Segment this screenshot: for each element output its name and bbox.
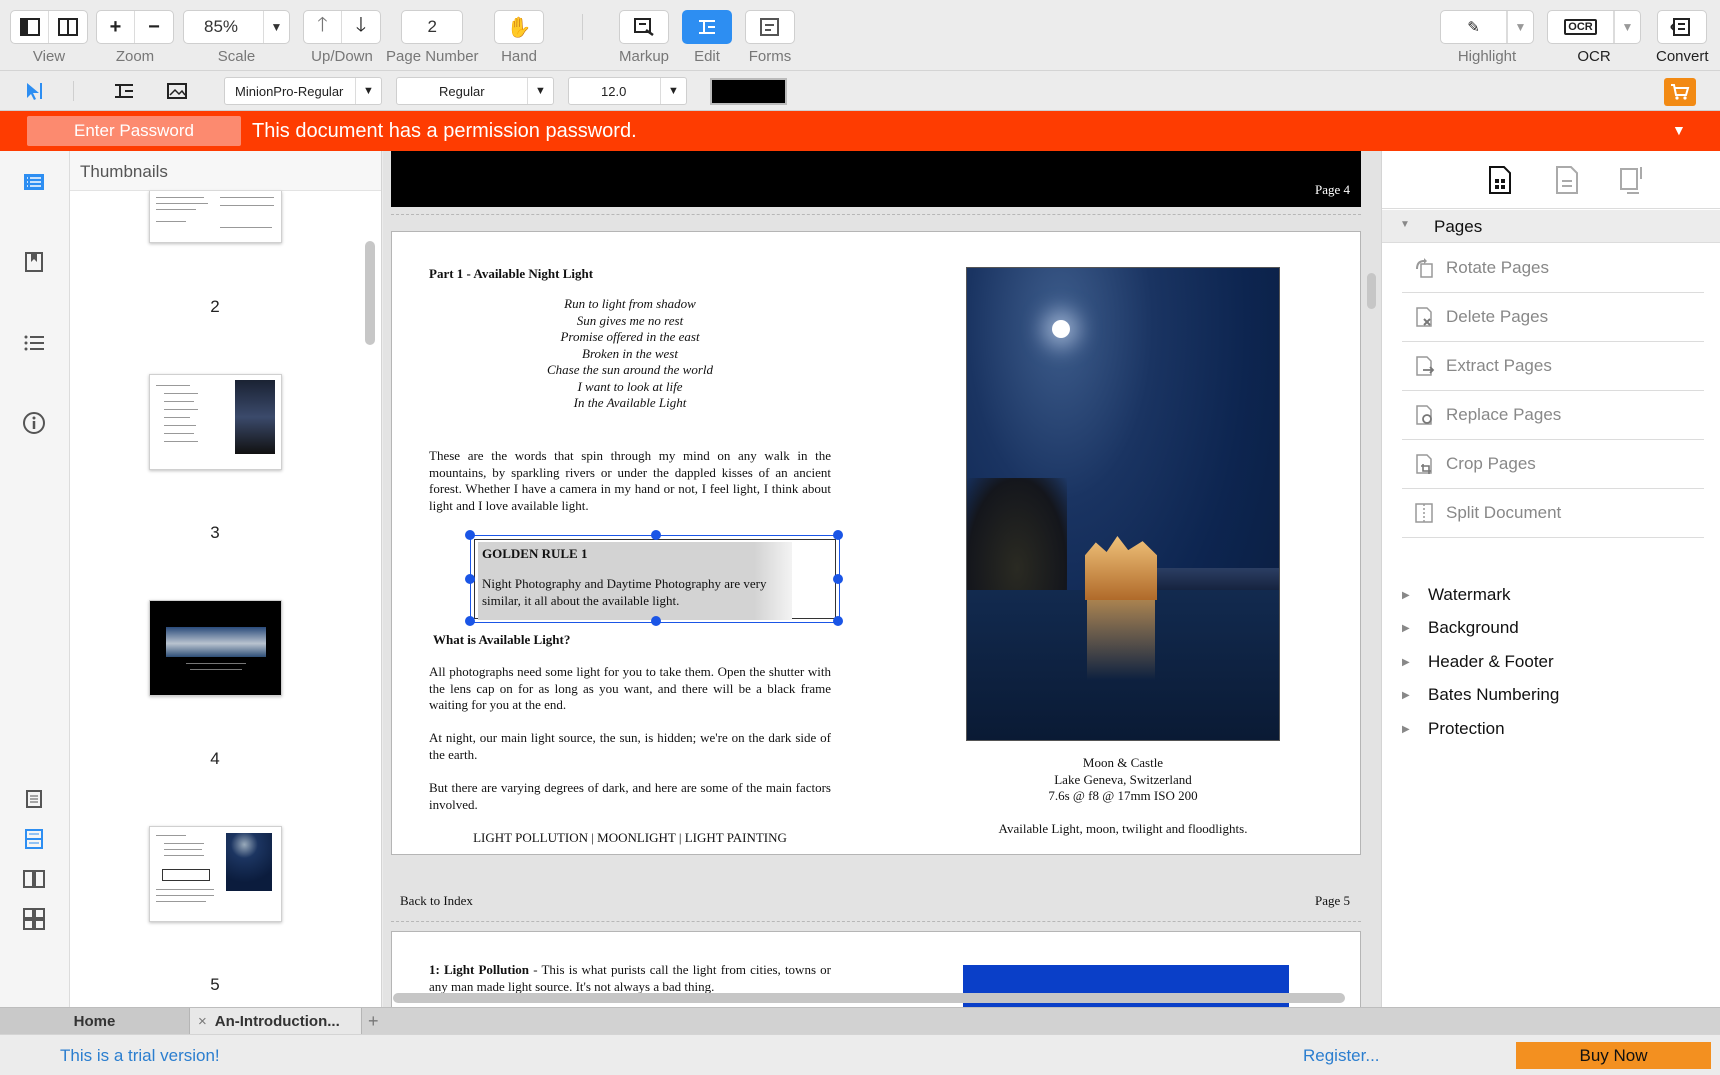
bates-numbering-group[interactable] <box>1402 680 1559 710</box>
item-label: Split Document <box>1446 503 1562 522</box>
tab-layout-tools[interactable] <box>1618 163 1648 197</box>
convert-button[interactable] <box>1657 10 1707 44</box>
thumbnails-title: Thumbnails <box>70 151 382 191</box>
thumbnail-label: 5 <box>210 975 220 994</box>
arrow-down-icon: 🡓 <box>355 14 367 36</box>
poem-line: Run to light from shadow <box>564 296 696 311</box>
toolbar-divider <box>582 14 583 40</box>
main-toolbar <box>0 0 1720 71</box>
caption-place: Lake Geneva, Switzerland <box>1054 771 1192 787</box>
rotate-pages-button[interactable] <box>1402 244 1704 293</box>
updown-label: Up/Down <box>311 48 373 65</box>
font-size-select[interactable] <box>568 77 687 105</box>
item-label: Delete Pages <box>1446 307 1549 326</box>
text-box-selection[interactable] <box>470 535 840 623</box>
page-number-input[interactable]: 2 <box>401 10 463 44</box>
caption-title: Moon & Castle <box>1082 755 1164 770</box>
poem-line: Sun gives me no rest <box>576 312 684 328</box>
markup-button[interactable] <box>619 10 669 44</box>
paragraph: At night, our main light source, the sun, is hidden; we're on the dark side of the earth. <box>429 730 831 762</box>
section-heading: Part 1 - Available Night Light <box>429 266 594 281</box>
zoom-out-button[interactable] <box>135 11 173 43</box>
item-label: Crop Pages <box>1446 454 1536 473</box>
thumbnail-label: 4 <box>210 749 220 768</box>
view-group <box>10 10 88 65</box>
page-tools-icon <box>1488 165 1512 195</box>
convert-group <box>1656 10 1709 65</box>
forms-button[interactable] <box>745 10 795 44</box>
bookmarks-panel-button[interactable] <box>20 248 48 276</box>
split-icon <box>1413 502 1435 524</box>
chevron-down-icon: ▼ <box>527 78 553 104</box>
resize-handle[interactable] <box>651 616 661 626</box>
item-label: Extract Pages <box>1446 356 1552 375</box>
page-separator <box>391 921 1361 922</box>
hand-tool-button[interactable] <box>494 10 544 44</box>
highlight-label: Highlight <box>1457 48 1517 65</box>
thumbnails-panel-button[interactable] <box>20 168 48 196</box>
chevron-down-icon: ▼ <box>355 78 381 104</box>
replace-icon <box>1413 404 1435 426</box>
edit-text-icon <box>696 17 718 37</box>
outline-panel-button[interactable] <box>20 329 48 357</box>
image-icon <box>166 82 188 100</box>
triangle-right-icon: ▶ <box>1402 689 1410 701</box>
horizontal-scrollbar[interactable] <box>393 993 1345 1003</box>
paragraph: All photographs need some light for you to take them. Open the shutter with the lens cap on for as long as you want, and there will be a black frame waiting for you at the end. <box>429 664 831 712</box>
tab-document-tools[interactable] <box>1552 163 1582 197</box>
zoom-in-button[interactable] <box>97 11 135 43</box>
markup-label: Markup <box>619 48 670 65</box>
item-label: Replace Pages <box>1446 405 1562 424</box>
header-footer-group[interactable] <box>1402 647 1554 677</box>
tab-document[interactable] <box>190 1008 362 1035</box>
convert-icon <box>1670 16 1694 38</box>
format-divider <box>73 81 74 101</box>
document-page-5 <box>391 231 1361 908</box>
right-panel-tabs <box>1382 151 1720 209</box>
font-size-value: 12.0 <box>601 83 627 99</box>
extract-icon <box>1413 355 1435 377</box>
triangle-right-icon: ▶ <box>1402 656 1410 668</box>
triangle-down-icon: ▼ <box>1400 219 1410 230</box>
triangle-right-icon: ▶ <box>1402 622 1410 634</box>
permission-alert-bar <box>0 111 1720 151</box>
poem-line: Promise offered in the east <box>560 329 700 344</box>
background-group[interactable] <box>1402 613 1519 643</box>
document-tab-strip <box>0 1007 1720 1034</box>
highlight-group <box>1440 10 1534 65</box>
thumbnail-page-5[interactable] <box>149 826 282 922</box>
page-layout-icon <box>1619 165 1647 195</box>
two-page-icon <box>23 869 45 889</box>
thumbnail-label: 3 <box>210 523 220 542</box>
hand-icon: ✋ <box>506 16 532 39</box>
poem <box>429 296 831 412</box>
resize-handle[interactable] <box>651 530 661 540</box>
plus-icon: + <box>109 15 122 38</box>
edit-group <box>682 10 732 65</box>
extract-pages-button[interactable] <box>1402 342 1704 391</box>
two-page-continuous-button[interactable] <box>20 905 48 933</box>
zoom-label: Zoom <box>115 48 155 65</box>
hand-label: Hand <box>501 48 537 65</box>
scale-group <box>183 10 290 65</box>
trial-bar <box>0 1034 1720 1075</box>
crop-pages-button[interactable] <box>1402 440 1704 489</box>
text-mode-icon <box>113 81 135 101</box>
lead-text: - This is what purists call the light from cities, towns or any man made light source. It's not always a bad thing. <box>429 962 831 994</box>
resize-handle[interactable] <box>833 616 843 626</box>
info-panel-button[interactable] <box>20 409 48 437</box>
text-edit-mode-button[interactable] <box>113 77 135 105</box>
protection-group[interactable] <box>1402 714 1505 744</box>
thumbnails-scrollbar[interactable] <box>365 241 375 345</box>
bookmark-icon <box>24 251 44 273</box>
castle <box>1085 536 1157 600</box>
font-style-select[interactable] <box>396 77 554 105</box>
triangle-right-icon: ▶ <box>1402 723 1410 735</box>
left-icon-rail <box>0 151 70 1007</box>
select-tool-button[interactable] <box>24 77 44 105</box>
hand-group <box>494 10 544 65</box>
resize-handle[interactable] <box>465 530 475 540</box>
resize-handle[interactable] <box>833 530 843 540</box>
section-title: Pages <box>1434 217 1483 236</box>
right-tools-panel <box>1381 151 1720 1007</box>
two-page-continuous-icon <box>23 908 45 930</box>
scale-select[interactable] <box>183 10 290 44</box>
poem-line: Chase the sun around the world <box>547 362 713 377</box>
single-view-button[interactable] <box>11 11 49 43</box>
back-to-index-link[interactable]: Back to Index <box>400 893 473 908</box>
cursor-icon <box>24 81 44 101</box>
mountains <box>1157 568 1280 590</box>
question-heading: What is Available Light? <box>433 632 571 647</box>
continuous-layout-button[interactable] <box>20 825 48 853</box>
cart-icon <box>1670 83 1690 101</box>
intro-paragraph: These are the words that spin through my mind on any walk in the mountains, by sparkling rivers or under the dappled kisses of an ancient forest. Whether I have a camera in my hand or not, I feel light, I think about light and I love available light. <box>429 448 831 513</box>
photo-caption <box>966 755 1280 837</box>
format-bar <box>0 71 1720 111</box>
tab-page-tools[interactable] <box>1485 163 1515 197</box>
thumbnail-label: 2 <box>210 297 220 316</box>
page-up-button[interactable] <box>304 11 342 43</box>
text-color-swatch[interactable] <box>710 78 787 105</box>
moon <box>1052 320 1070 338</box>
convert-label: Convert <box>1656 48 1709 65</box>
crop-icon <box>1413 453 1435 475</box>
close-tab-icon[interactable]: × <box>198 1013 207 1030</box>
page-number-label: Page 5 <box>1314 893 1350 908</box>
document-icon <box>1555 165 1579 195</box>
alert-message: This document has a permission password. <box>252 120 637 142</box>
tab-label: An-Introduction... <box>214 1013 340 1030</box>
ocr-icon: OCR <box>1564 19 1596 35</box>
scale-value: 85% <box>204 17 239 36</box>
forms-group <box>745 10 795 65</box>
zoom-group <box>96 10 174 65</box>
store-button[interactable] <box>1664 78 1696 106</box>
paragraph: But there are varying degrees of dark, and here are some of the main factors involved. <box>429 780 831 812</box>
add-tab-button[interactable]: + <box>368 1011 379 1031</box>
page-number-group <box>386 10 479 65</box>
vertical-scrollbar[interactable] <box>1367 273 1376 309</box>
delete-pages-button[interactable] <box>1402 293 1704 342</box>
thumbnails-icon <box>23 172 45 192</box>
thumbnail-page-3[interactable] <box>149 374 282 470</box>
forms-label: Forms <box>748 48 792 65</box>
edit-label: Edit <box>694 48 720 65</box>
font-family-value: MinionPro-Regular <box>235 83 344 99</box>
ocr-button[interactable] <box>1548 11 1614 43</box>
chevron-down-icon: ▼ <box>263 11 289 43</box>
resize-handle[interactable] <box>465 616 475 626</box>
tab-label: Home <box>73 1013 116 1030</box>
ocr-group <box>1547 10 1641 65</box>
highlight-button[interactable] <box>1441 11 1507 43</box>
single-page-layout-button[interactable] <box>20 785 48 813</box>
rule-title: GOLDEN RULE 1 <box>482 546 588 561</box>
view-label: View <box>32 48 66 65</box>
paragraph <box>429 962 831 995</box>
pages-section-header[interactable] <box>1382 210 1720 243</box>
delete-icon <box>1413 306 1435 328</box>
golden-rule-box <box>474 539 836 619</box>
moon-castle-photo <box>966 267 1280 741</box>
single-page-icon <box>24 789 44 809</box>
page-down-button[interactable] <box>342 11 380 43</box>
ocr-label: OCR <box>1577 48 1611 65</box>
item-label: Rotate Pages <box>1446 258 1550 277</box>
thumbnails-panel <box>70 151 382 1007</box>
arrow-up-icon: 🡑 <box>317 14 328 36</box>
document-viewport <box>383 151 1381 1007</box>
two-page-layout-button[interactable] <box>20 865 48 893</box>
minus-icon: − <box>148 15 160 38</box>
thumbnail-page-2[interactable] <box>149 191 282 243</box>
markup-group <box>619 10 669 65</box>
resize-handle[interactable] <box>465 574 475 584</box>
group-label: Bates Numbering <box>1428 685 1560 704</box>
poem-line: I want to look at life <box>577 378 683 394</box>
replace-pages-button[interactable] <box>1402 391 1704 440</box>
image-edit-mode-button[interactable] <box>166 77 188 105</box>
list-icon <box>23 334 45 352</box>
group-label: Protection <box>1428 719 1505 738</box>
tab-home[interactable] <box>0 1008 190 1035</box>
scale-label: Scale <box>217 48 256 65</box>
register-link[interactable]: Register... <box>1303 1046 1380 1065</box>
document-page-4 <box>391 151 1361 207</box>
poem-line: In the Available Light <box>573 395 687 410</box>
edit-button[interactable] <box>682 10 732 44</box>
chevron-down-icon[interactable]: ▼ <box>1672 122 1686 138</box>
resize-handle[interactable] <box>833 574 843 584</box>
single-panel-icon <box>20 18 40 36</box>
rotate-icon <box>1413 257 1435 279</box>
form-icon <box>759 17 781 37</box>
font-family-select[interactable] <box>224 77 382 105</box>
continuous-page-icon <box>24 828 44 850</box>
thumbnail-page-4[interactable] <box>149 600 282 696</box>
page-number-label: Page 4 <box>1314 182 1350 197</box>
page-separator <box>391 214 1361 215</box>
enter-password-button[interactable]: Enter Password <box>27 116 241 146</box>
rule-text: Night Photography and Daytime Photography are very similar, it all about the available light. <box>482 576 767 608</box>
watermark-group[interactable] <box>1402 580 1511 610</box>
updown-group <box>303 10 381 65</box>
info-icon <box>22 411 46 435</box>
dual-view-button[interactable] <box>49 11 87 43</box>
group-label: Watermark <box>1428 585 1511 604</box>
group-label: Background <box>1428 618 1519 637</box>
chevron-down-icon: ▼ <box>660 78 686 104</box>
poem-line: Broken in the west <box>582 345 678 361</box>
highlight-dropdown[interactable]: ▼ <box>1507 11 1533 43</box>
pen-icon: ✎ <box>1467 19 1480 36</box>
dual-panel-icon <box>58 18 78 36</box>
factors-line: LIGHT POLLUTION | MOONLIGHT | LIGHT PAINTING <box>473 830 787 845</box>
font-style-value: Regular <box>439 83 485 99</box>
trial-message: This is a trial version! <box>60 1046 220 1065</box>
group-label: Header & Footer <box>1428 652 1554 671</box>
ocr-dropdown[interactable]: ▼ <box>1614 11 1640 43</box>
lead-bold: 1: Light Pollution <box>429 962 530 977</box>
triangle-right-icon: ▶ <box>1402 589 1410 601</box>
page-number-label: Page Number <box>386 48 479 65</box>
castle-reflection <box>1087 600 1155 680</box>
split-document-button[interactable] <box>1402 489 1704 538</box>
markup-icon <box>633 17 655 37</box>
caption-exif: 7.6s @ f8 @ 17mm ISO 200 <box>1048 788 1198 803</box>
caption-note: Available Light, moon, twilight and floodlights. <box>998 820 1248 836</box>
buy-now-button[interactable]: Buy Now <box>1516 1042 1711 1069</box>
